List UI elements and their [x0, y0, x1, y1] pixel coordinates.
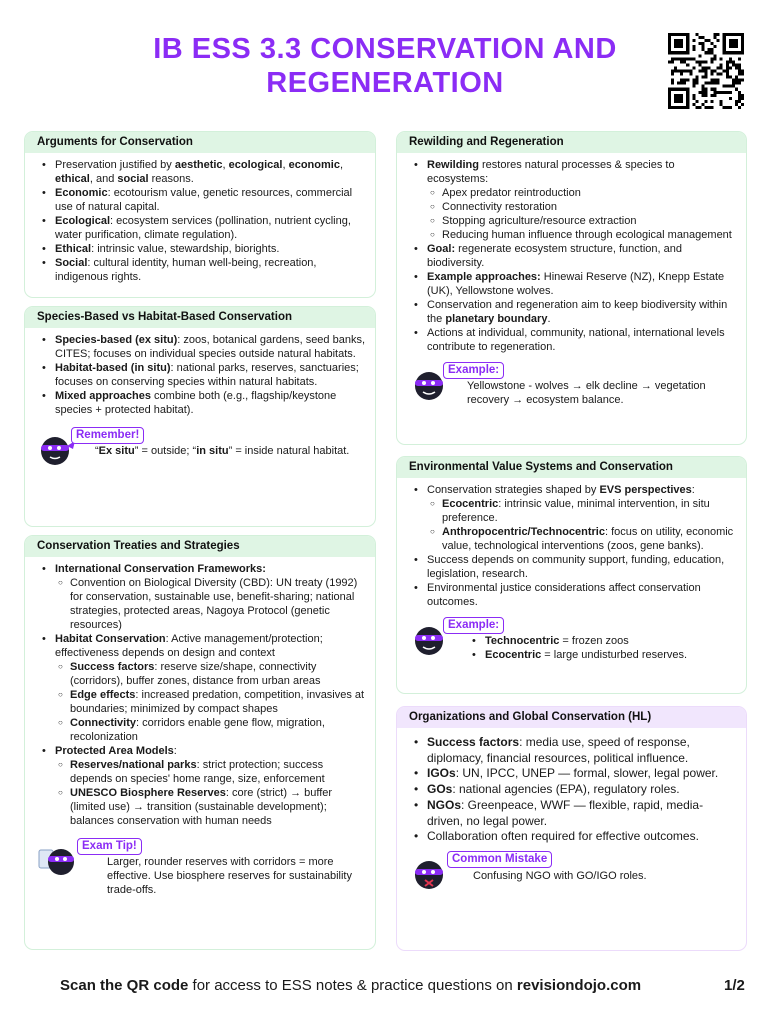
arguments-item [37, 256, 365, 284]
rewilding-item-text: Conservation and regeneration aim to keep biodiversity within the [427, 299, 728, 325]
treaties-heading: Conservation Treaties and Strategies [25, 536, 375, 557]
remember-text [95, 444, 361, 458]
common-mistake-callout [409, 851, 736, 893]
remember-text-text: ” = outside; “ [134, 445, 197, 457]
page-number: 1/2 [724, 977, 745, 994]
arguments-item-text: : ecotourism value, genetic resources, commercial use of natural capital. [55, 187, 353, 213]
treaties-item-subitem-bold-text: Reserves/national parks [70, 759, 197, 771]
species-card [24, 306, 376, 527]
arguments-item-bold-text: ecological [228, 159, 283, 171]
arguments-item-text: reasons. [148, 173, 194, 185]
rewilding-example-text-text: Yellowstone - wolves → elk decline → vegetation recovery → ecosystem balance. [467, 380, 706, 406]
arguments-item-text: , [222, 159, 229, 171]
rewilding-item-bold-text: Rewilding [427, 159, 479, 171]
species-item [37, 333, 365, 361]
evs-item-sublist [427, 497, 736, 553]
evs-example-item [467, 634, 732, 648]
arguments-item-text: : intrinsic value, stewardship, biorights. [91, 243, 280, 255]
orgs-item-text: : national agencies (EPA), regulatory roles. [452, 782, 680, 797]
arguments-item-text: Preservation justified by [55, 159, 175, 171]
orgs-item-bold-text: Success factors [427, 735, 520, 749]
evs-item-subitem-text: : intrinsic value, minimal intervention, in situ preference. [442, 498, 710, 524]
orgs-item [409, 782, 736, 798]
evs-item [409, 581, 736, 609]
evs-example-item-bold-text: Ecocentric [485, 649, 542, 661]
arguments-item-text: , and [89, 173, 118, 185]
arguments-item-bold-text: Ecological [55, 215, 111, 227]
remember-text-text: “ [95, 445, 99, 457]
footer-message-bold-text: Scan the QR code [60, 977, 189, 994]
arguments-item-bold-text: Social [55, 257, 88, 269]
common-mistake-text-text: Confusing NGO with GO/IGO roles. [473, 869, 647, 882]
rewilding-item [409, 270, 736, 298]
rewilding-item-text: regenerate ecosystem structure, function, and biodiversity. [427, 243, 682, 269]
treaties-item-text: : [173, 745, 177, 757]
arguments-heading: Arguments for Conservation [25, 132, 375, 153]
orgs-item [409, 798, 736, 829]
arguments-card [24, 131, 376, 298]
orgs-item-text: : UN, IPCC, UNEP — formal, slower, legal power. [455, 766, 719, 781]
rewilding-item-bold-text: Example approaches: [427, 271, 541, 283]
rewilding-item-subitem [427, 228, 736, 242]
arguments-item-text: , [339, 159, 344, 171]
exam-tip-tag: Exam Tip! [77, 838, 142, 855]
evs-item-subitem-bold-text: Ecocentric [442, 498, 499, 510]
rewilding-item [409, 242, 736, 270]
species-body [25, 328, 375, 477]
treaties-item-sublist [55, 576, 365, 632]
page-title: IB ESS 3.3 CONSERVATION AND REGENERATION [153, 33, 617, 99]
evs-example-tag: Example: [443, 617, 504, 634]
evs-item-text: : [691, 484, 695, 496]
arguments-item [37, 242, 365, 256]
evs-example-callout [409, 617, 736, 663]
remember-text-bold-text: Ex situ [98, 445, 135, 457]
ninja-mascot-icon [409, 853, 449, 893]
qr-code[interactable] [668, 33, 744, 109]
treaties-item-subitem-bold-text: Connectivity [70, 717, 137, 729]
exam-tip-text-text: Larger, rounder reserves with corridors = more effective. Use biosphere reserves for sustainability trade-offs. [107, 856, 352, 896]
treaties-item-subitem-bold-text: Success factors [70, 661, 155, 673]
rewilding-item-subitem [427, 200, 736, 214]
evs-item-text: Success depends on community support, funding, education, legislation, research. [427, 554, 725, 580]
rewilding-item-bold-text: planetary boundary [445, 313, 548, 325]
rewilding-example-tag: Example: [443, 362, 504, 379]
treaties-item-subitem-bold-text: Edge effects [70, 689, 136, 701]
species-item-bold-text: Species-based (ex situ) [55, 334, 178, 346]
arguments-item-bold-text: social [117, 173, 149, 185]
orgs-item-bold-text: GOs [427, 782, 453, 797]
orgs-item-bold-text: NGOs [427, 797, 462, 812]
ninja-mascot-icon [37, 840, 77, 880]
exam-tip-text [107, 855, 361, 897]
evs-item-subitem [427, 525, 736, 553]
evs-item-bold-text: EVS perspectives [599, 484, 692, 496]
treaties-item-bold-text: Protected Area Models [55, 745, 174, 757]
treaties-item-subitem-text: : corridors enable gene flow, migration, recolonization [70, 717, 325, 743]
rewilding-item-subitem-text: Stopping agriculture/resource extraction [442, 215, 637, 227]
evs-item-text: Conservation strategies shaped by [427, 484, 600, 496]
arguments-item-bold-text: aesthetic [174, 159, 223, 171]
species-item [37, 389, 365, 417]
orgs-heading: Organizations and Global Conservation (HL) [397, 707, 746, 728]
treaties-item-subitem-text: : core (strict) → buffer (limited use) → transition (sustainable development); balances conservation with human needs [70, 787, 333, 827]
evs-card [396, 456, 747, 694]
evs-item [409, 553, 736, 581]
treaties-item-subitem-text: Convention on Biological Diversity (CBD): UN treaty (1992) for conservation, sustainable use, benefit-sharing; national strategies, protected areas, Nagoya Protocol (genetic resources) [70, 577, 358, 631]
evs-body [397, 478, 746, 667]
orgs-item [409, 735, 736, 766]
rewilding-item-text: Hinewai Reserve (NZ), Knepp Estate (UK), Yellowstone wolves. [427, 271, 725, 297]
treaties-item-subitem-text: : increased predation, competition, invasives at boundaries; minimized by compact shapes [70, 689, 365, 715]
evs-example-item-text: = large undisturbed reserves. [541, 649, 688, 661]
arguments-item-text: : ecosystem services (pollination, nutrient cycling, water purification, climate regulation). [55, 215, 351, 241]
rewilding-item [409, 298, 736, 326]
treaties-item-bold-text: Habitat Conservation [55, 633, 166, 645]
exam-tip-callout [37, 838, 365, 898]
rewilding-heading: Rewilding and Regeneration [397, 132, 746, 153]
orgs-card [396, 706, 747, 951]
rewilding-example-callout [409, 362, 736, 408]
rewilding-item [409, 326, 736, 354]
evs-example-item-text: = frozen zoos [559, 635, 629, 647]
evs-item-subitem-bold-text: Anthropocentric/Technocentric [442, 526, 605, 538]
evs-example-item [467, 648, 732, 662]
rewilding-item-text: . [547, 313, 551, 325]
arguments-item-bold-text: Ethical [55, 243, 92, 255]
rewilding-item-text: restores natural processes & species to ecosystems: [427, 159, 675, 185]
rewilding-item-sublist [427, 186, 736, 242]
footer-message-bold-text: revisiondojo.com [516, 977, 642, 994]
orgs-item-text: : media use, speed of response, diplomacy, financial resources, political influence. [427, 735, 690, 765]
treaties-item-subitem [55, 716, 365, 744]
treaties-item-subitem [55, 758, 365, 786]
rewilding-body [397, 153, 746, 412]
rewilding-item-subitem-text: Apex predator reintroduction [442, 187, 581, 199]
rewilding-card [396, 131, 747, 445]
arguments-item [37, 158, 365, 186]
species-item-text: : zoos, botanical gardens, seed banks, CITES; focuses on individual species outside natural habitats. [55, 334, 366, 360]
evs-item [409, 483, 736, 553]
orgs-item-text: : Greenpeace, WWF — flexible, rapid, media-driven, no legal power. [427, 797, 704, 828]
arguments-item-bold-text: Economic [55, 187, 108, 199]
remember-text-bold-text: in situ [196, 445, 229, 457]
rewilding-example-text [467, 379, 732, 407]
treaties-item-subitem-bold-text: UNESCO Biosphere Reserves [70, 787, 226, 799]
arguments-body [25, 153, 375, 288]
remember-tag: Remember! [71, 427, 144, 444]
species-item-bold-text: Habitat-based (in situ) [55, 362, 171, 374]
evs-item-subitem-text: : focus on utility, economic value, technological interventions (zoos, gene banks). [442, 526, 734, 552]
arguments-item-text: : cultural identity, human well-being, recreation, indigenous rights. [55, 257, 317, 283]
orgs-item [409, 829, 736, 845]
treaties-item-text: : Active management/protection; effectiveness depends on design and context [55, 633, 323, 659]
rewilding-item-subitem [427, 214, 736, 228]
treaties-card [24, 535, 376, 950]
evs-item-subitem [427, 497, 736, 525]
orgs-item [409, 766, 736, 782]
rewilding-item-text: Actions at individual, community, national, international levels contribute to regeneration. [427, 327, 725, 353]
rewilding-item [409, 158, 736, 242]
rewilding-item-subitem [427, 186, 736, 200]
treaties-item-sublist [55, 758, 365, 828]
treaties-item [37, 744, 365, 828]
arguments-item-text: , [282, 159, 289, 171]
orgs-body [397, 728, 746, 897]
treaties-item [37, 632, 365, 744]
rewilding-item-subitem-text: Reducing human influence through ecological management [442, 229, 732, 241]
treaties-item [37, 562, 365, 632]
evs-item-text: Environmental justice considerations affect conservation outcomes. [427, 582, 701, 608]
orgs-item-text: Collaboration often required for effective outcomes. [427, 829, 699, 844]
remember-callout [37, 427, 365, 473]
rewilding-item-subitem-text: Connectivity restoration [442, 201, 557, 213]
species-item-bold-text: Mixed approaches [55, 390, 151, 402]
treaties-item-bold-text: International Conservation Frameworks: [55, 563, 266, 575]
treaties-item-subitem [55, 660, 365, 688]
arguments-item-bold-text: ethical [55, 173, 90, 185]
arguments-item-bold-text: economic [288, 159, 340, 171]
treaties-item-subitem [55, 688, 365, 716]
evs-heading: Environmental Value Systems and Conservation [397, 457, 746, 478]
species-heading: Species-Based vs Habitat-Based Conservation [25, 307, 375, 328]
footer-message-text: for access to ESS notes & practice questions on [188, 977, 517, 994]
species-item-text: combine both (e.g., flagship/keystone species + protected habitat). [55, 390, 337, 416]
species-item [37, 361, 365, 389]
treaties-item-subitem-text: : reserve size/shape, connectivity (corridors), buffer zones, distance from urban areas [70, 661, 321, 687]
species-item-text: : national parks, reserves, sanctuaries; focuses on conserving species within natural habitats. [55, 362, 359, 388]
evs-example-text [467, 634, 732, 662]
common-mistake-text [473, 869, 732, 883]
arguments-item [37, 186, 365, 214]
remember-text-text: ” = inside natural habitat. [228, 445, 350, 457]
common-mistake-tag: Common Mistake [447, 851, 552, 868]
evs-example-item-bold-text: Technocentric [485, 635, 560, 647]
treaties-item-subitem-text: : strict protection; success depends on species' home range, size, enforcement [70, 759, 325, 785]
treaties-item-subitem [55, 576, 365, 632]
treaties-item-sublist [55, 660, 365, 744]
footer-message [60, 977, 641, 994]
arguments-item [37, 214, 365, 242]
rewilding-item-bold-text: Goal: [427, 243, 456, 255]
treaties-body [25, 557, 375, 902]
orgs-item-bold-text: IGOs [427, 766, 456, 781]
treaties-item-subitem [55, 786, 365, 828]
